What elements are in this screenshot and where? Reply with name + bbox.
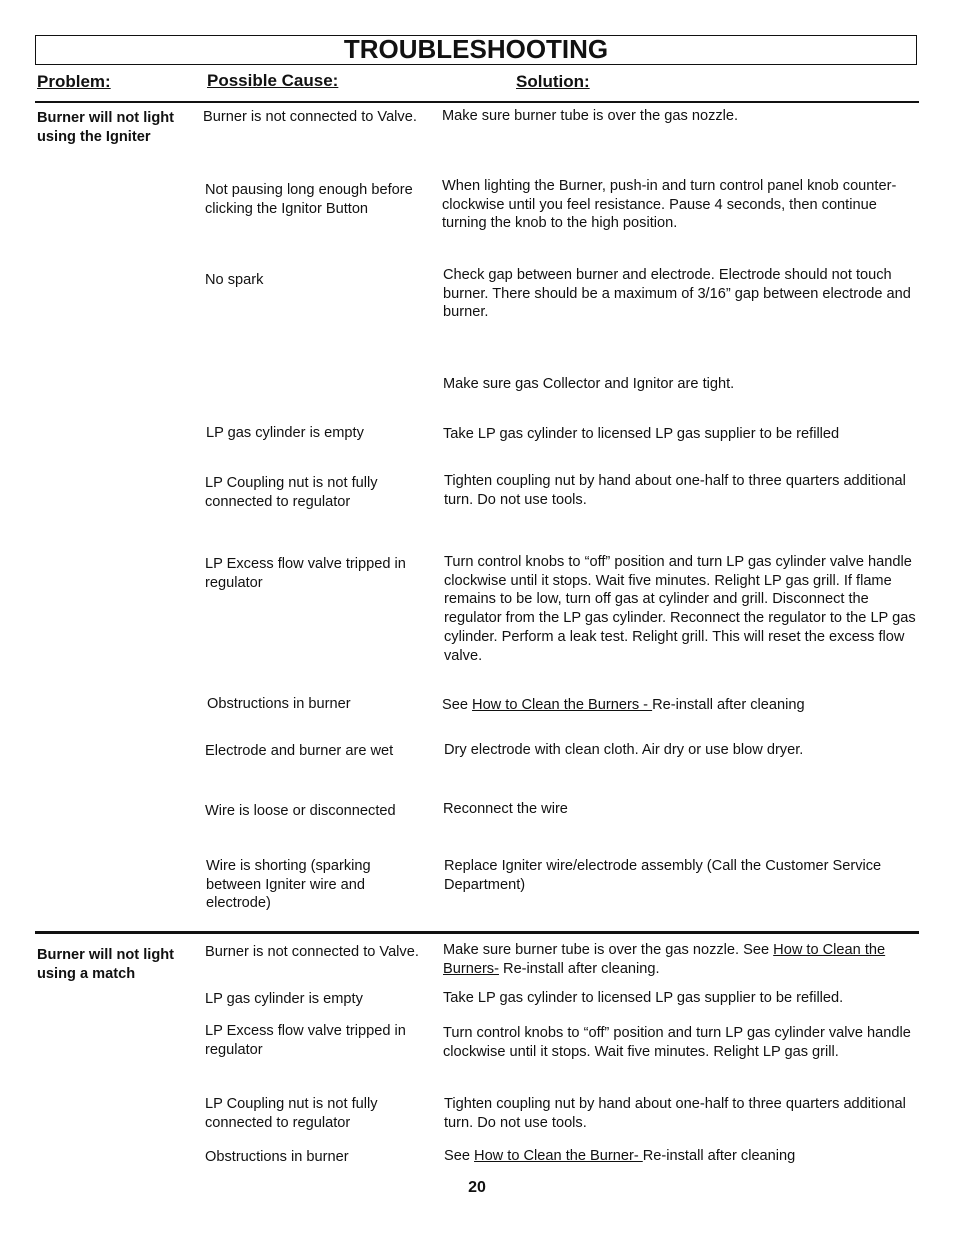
section-divider: [35, 931, 919, 934]
solution-text: See How to Clean the Burner- Re-install after cleaning: [444, 1148, 796, 1164]
solution-text: Dry electrode with clean cloth. Air dry or use blow dryer.: [444, 742, 804, 758]
cause-text: LP gas cylinder is empty: [206, 425, 364, 441]
header-solution: Solution:: [516, 72, 590, 91]
how-to-clean-burners-link[interactable]: How to Clean the Burners-: [443, 942, 886, 977]
solution-text: Tighten coupling nut by hand about one-half to three quarters additional turn. Do not use tools.: [444, 1096, 906, 1131]
problem-igniter: Burner will not light using the Igniter: [37, 110, 175, 145]
problem-match: Burner will not light using a match: [37, 947, 175, 982]
cause-text: Wire is loose or disconnected: [205, 803, 396, 819]
solution-text: See How to Clean the Burners - Re-install after cleaning: [442, 697, 805, 713]
cause-text: Burner is not connected to Valve.: [205, 944, 419, 960]
how-to-clean-burners-link[interactable]: How to Clean the Burners -: [472, 697, 653, 713]
solution-text: Make sure burner tube is over the gas nozzle.: [442, 108, 739, 124]
solution-text: Check gap between burner and electrode. Electrode should not touch burner. There should be a maximum of 3/16” gap between electrode and burner.: [443, 267, 911, 321]
solution-text: Replace Igniter wire/electrode assembly (Call the Customer Service Department): [444, 858, 882, 893]
cause-text: LP Coupling nut is not fully connected to regulator: [205, 475, 378, 510]
cause-text: Burner is not connected to Valve.: [203, 109, 417, 125]
cause-text: Electrode and burner are wet: [205, 743, 394, 759]
cause-text: LP gas cylinder is empty: [205, 991, 363, 1007]
page-number: 20: [468, 1179, 486, 1196]
cause-text: LP Excess flow valve tripped in regulator: [205, 1023, 406, 1058]
solution-text: Reconnect the wire: [443, 801, 568, 817]
solution-text: Turn control knobs to “off” position and turn LP gas cylinder valve handle clockwise until it stops. Wait five minutes. Relight LP gas grill.: [443, 1025, 911, 1060]
page-title: TROUBLESHOOTING: [35, 35, 917, 65]
solution-text: Turn control knobs to “off” position and turn LP gas cylinder valve handle clockwise until it stops. Wait five minutes. Relight LP gas grill. If flame remains to be low, turn off gas at cylinder and grill. Disconnect the regulator from the LP gas cylinder. Reconnect the regulator to the LP gas cylinder. Perform a leak test. Relight grill. This will reset the excess flow valve.: [444, 554, 916, 664]
how-to-clean-burner-link[interactable]: How to Clean the Burner-: [474, 1148, 643, 1164]
cause-text: Obstructions in burner: [205, 1149, 349, 1165]
solution-text: Make sure burner tube is over the gas nozzle. See How to Clean the Burners- Re-install after cleaning.: [443, 942, 886, 977]
cause-text: LP Coupling nut is not fully connected to regulator: [205, 1096, 378, 1131]
cause-text: Not pausing long enough before clicking the Ignitor Button: [205, 182, 413, 217]
solution-text: Take LP gas cylinder to licensed LP gas supplier to be refilled: [443, 426, 840, 442]
solution-text: Take LP gas cylinder to licensed LP gas supplier to be refilled.: [443, 990, 844, 1006]
cause-text: Obstructions in burner: [207, 696, 351, 712]
header-possible-cause: Possible Cause:: [207, 71, 339, 90]
solution-text: Tighten coupling nut by hand about one-half to three quarters additional turn. Do not use tools.: [444, 473, 906, 508]
header-divider: [35, 101, 919, 103]
solution-text: When lighting the Burner, push-in and turn control panel knob counter-clockwise until you feel resistance. Pause 4 seconds, then continue turning the knob to the high position.: [442, 178, 897, 232]
cause-text: LP Excess flow valve tripped in regulator: [205, 556, 406, 591]
cause-text: No spark: [205, 272, 264, 288]
solution-text: Make sure gas Collector and Ignitor are tight.: [443, 376, 735, 392]
cause-text: Wire is shorting (sparking between Igniter wire and electrode): [206, 858, 371, 912]
header-problem: Problem:: [37, 72, 111, 91]
